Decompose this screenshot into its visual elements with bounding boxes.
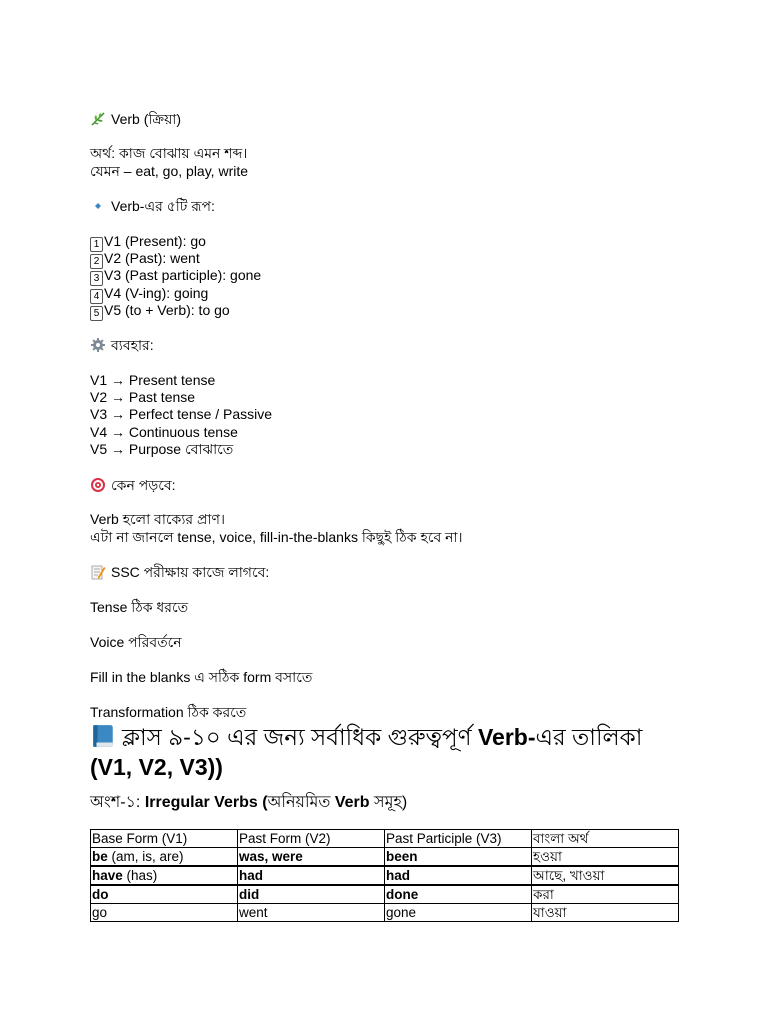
ssc-item: Voice পরিবর্তনে (90, 634, 182, 650)
bangla-meaning-cell: আছে, খাওয়া (532, 866, 679, 885)
past-form-cell (238, 885, 385, 904)
form-item-text: V2 (Past): went (104, 250, 200, 266)
title-prefix: ক্লাস ৯-১০ এর জন্য সর্বাধিক গুরুত্বপূর্ণ (122, 724, 478, 750)
keycap-number: 1 (90, 237, 103, 252)
section-bn: অনিয়মিত (267, 794, 335, 811)
base-form-rest: go (92, 905, 108, 920)
table-row (91, 848, 679, 867)
past-participle-cell (385, 885, 532, 904)
usage-title-line (90, 337, 154, 354)
target-icon (90, 477, 106, 493)
header-cell: Past Participle (V3) (385, 830, 532, 848)
form-item-text: V1 (Present): go (104, 233, 206, 249)
verb-title-line (90, 111, 181, 128)
table-header-row (91, 830, 679, 848)
section-verb: Verb (334, 794, 374, 811)
herb-icon (90, 111, 106, 127)
why-title: কেন পড়বে: (111, 477, 176, 493)
base-form-rest: (has) (122, 868, 158, 883)
past-participle-cell (385, 848, 532, 867)
example-text: যেমন – eat, go, play, write (90, 163, 249, 179)
form-item-text: V3 (Past participle): gone (104, 267, 262, 283)
usage-item: V1 → Present tense (90, 372, 216, 388)
blue-book-icon (90, 723, 116, 749)
verb-table (90, 829, 679, 922)
table-row (91, 904, 679, 922)
base-form-cell (91, 848, 238, 867)
base-form-bold: have (92, 868, 123, 883)
page-title (90, 722, 670, 782)
past-form: did (239, 887, 260, 902)
base-form-bold: do (92, 887, 109, 902)
past-participle: had (386, 868, 411, 883)
ssc-item: Tense ঠিক ধরতে (90, 599, 189, 615)
form-item (90, 302, 230, 321)
usage-item: V5 → Purpose বোঝাতে (90, 441, 234, 457)
past-form-cell: went (238, 904, 385, 922)
forms-title-line (90, 198, 215, 215)
gear-icon (90, 337, 106, 353)
form-item (90, 267, 261, 286)
keycap-number: 4 (90, 289, 103, 304)
past-participle: been (386, 849, 418, 864)
why-line-1: Verb হলো বাক্যের প্রাণ। (90, 511, 225, 527)
keycap-number: 5 (90, 306, 103, 321)
usage-title: ব্যবহার: (111, 337, 154, 353)
section-end: সমূহ) (374, 794, 408, 811)
bangla-meaning-cell: করা (532, 885, 679, 904)
section-prefix: অংশ-১: (90, 794, 145, 811)
keycap-number: 3 (90, 271, 103, 286)
ssc-title-line (90, 564, 269, 581)
title-verb: Verb- (477, 724, 536, 750)
small-blue-diamond-icon (90, 198, 106, 214)
why-line-2: এটা না জানলে tense, voice, fill-in-the-blanks কিছুই ঠিক হবে না। (90, 529, 463, 545)
base-form-bold: be (92, 849, 108, 864)
usage-item: V2 → Past tense (90, 389, 196, 405)
past-participle: done (386, 887, 419, 902)
section-title: Irregular Verbs ( (144, 794, 268, 811)
keycap-number: 2 (90, 254, 103, 269)
ssc-item: Transformation ঠিক করতে (90, 704, 247, 720)
past-form-cell (238, 848, 385, 867)
base-form-cell (91, 885, 238, 904)
past-participle-cell: gone (385, 904, 532, 922)
base-form-cell (91, 866, 238, 885)
header-cell: বাংলা অর্থ (532, 830, 679, 848)
header-cell: Base Form (V1) (91, 830, 238, 848)
ssc-item: Fill in the blanks এ সঠিক form বসাতে (90, 669, 313, 685)
bangla-meaning-cell: যাওয়া (532, 904, 679, 922)
ssc-title: SSC পরীক্ষায় কাজে লাগবে: (111, 564, 270, 580)
past-form: was, were (239, 849, 303, 864)
form-item-text: V4 (V-ing): going (104, 285, 209, 301)
usage-item: V3 → Perfect tense / Passive (90, 406, 273, 422)
title-end: (V1, V2, V3)) (90, 754, 223, 780)
past-participle-cell (385, 866, 532, 885)
base-form-rest: (am, is, are) (107, 849, 184, 864)
why-title-line (90, 477, 176, 494)
section-heading (90, 792, 407, 814)
bangla-meaning-cell: হওয়া (532, 848, 679, 867)
base-form-cell (91, 904, 238, 922)
verb-title: Verb (ক্রিয়া) (111, 111, 182, 127)
form-item-text: V5 (to + Verb): to go (104, 302, 230, 318)
memo-icon (90, 564, 106, 580)
title-suffix: এর তালিকা (535, 724, 643, 750)
past-form-cell (238, 866, 385, 885)
usage-item: V4 → Continuous tense (90, 424, 238, 440)
meaning-text: অর্থ: কাজ বোঝায় এমন শব্দ। (90, 145, 248, 161)
table-row (91, 866, 679, 885)
header-cell: Past Form (V2) (238, 830, 385, 848)
past-form: had (239, 868, 264, 883)
table-row (91, 885, 679, 904)
forms-title: Verb-এর ৫টি রূপ: (111, 198, 215, 214)
